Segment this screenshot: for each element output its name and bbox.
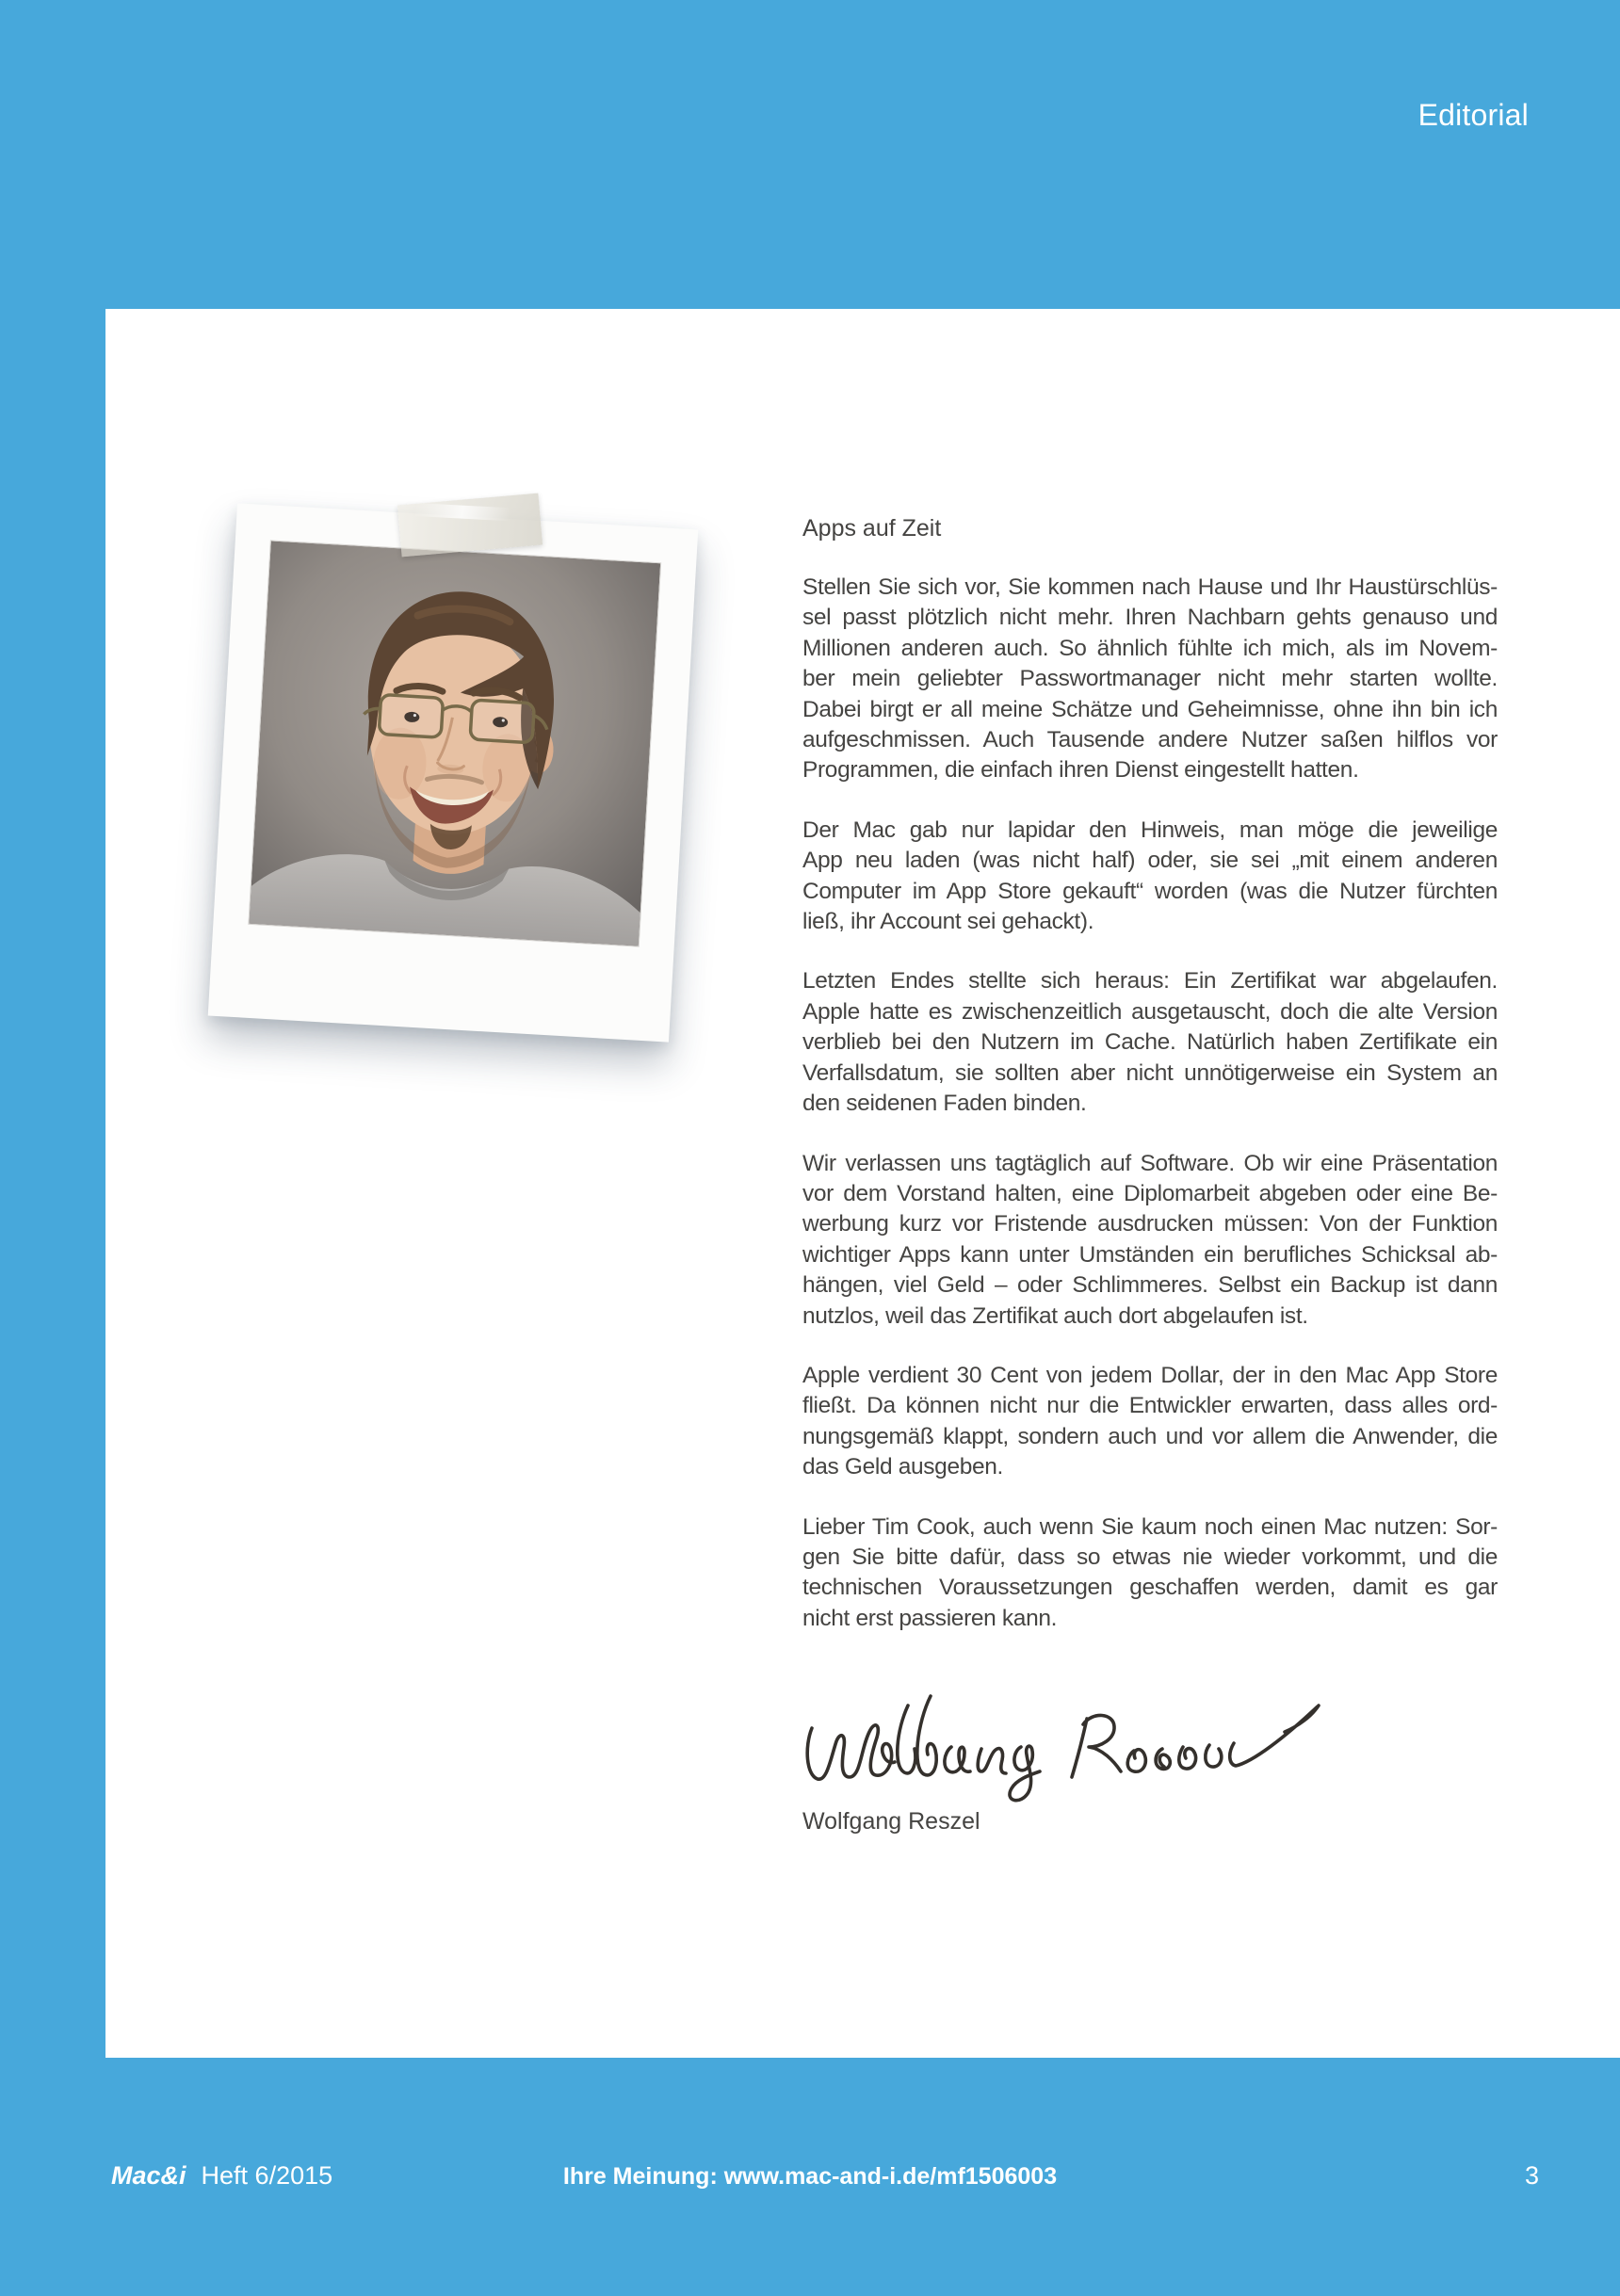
issue-label: Heft 6/2015 — [201, 2161, 333, 2190]
text-line: ber mein geliebter Passwortmanager nicht mehr starten wollte. — [802, 666, 1498, 692]
polaroid-frame — [208, 503, 699, 1042]
article-column — [802, 514, 1498, 1835]
text-line: nutzlos, weil das Zertifikat auch dort abgelaufen ist. — [802, 1302, 1308, 1329]
author-name: Wolfgang Reszel — [802, 1808, 980, 1835]
text-line: gen Sie bitte dafür, dass so etwas nie wieder vorkommt, und die — [802, 1544, 1498, 1570]
article-body — [802, 573, 1498, 1634]
paragraph — [802, 966, 1498, 1119]
text-line: fließt. Da können nicht nur die Entwickler erwarten, dass alles ord- — [802, 1393, 1498, 1419]
section-label: Editorial — [1418, 98, 1529, 132]
page-number: 3 — [1524, 2161, 1539, 2190]
text-line: nungsgemäß klappt, sondern auch und vor allem die Anwender, die — [802, 1423, 1498, 1449]
text-line: nicht erst passieren kann. — [802, 1605, 1058, 1631]
portrait-illustration — [249, 541, 660, 946]
text-line: technischen Voraussetzungen geschaffen werden, damit es gar — [802, 1575, 1498, 1601]
paragraph — [802, 816, 1498, 938]
text-line: Apple hatte es zwischenzeitlich ausgetauscht, doch die alte Version — [802, 998, 1498, 1025]
text-line: Stellen Sie sich vor, Sie kommen nach Hause und Ihr Haustürschlüs- — [802, 574, 1498, 600]
text-line: hängen, viel Geld – oder Schlimmeres. Selbst ein Backup ist dann — [802, 1272, 1498, 1299]
paragraph — [802, 1361, 1498, 1483]
text-line: Programmen, die einfach ihren Dienst eingestellt hatten. — [802, 757, 1359, 784]
article-title: Apps auf Zeit — [802, 515, 942, 542]
text-line: Der Mac gab nur lapidar den Hinweis, man möge die jeweilige — [802, 817, 1498, 843]
magazine-logo: Mac&i — [111, 2161, 186, 2190]
text-line: Letzten Endes stellte sich heraus: Ein Zertifikat war abgelaufen. — [802, 968, 1498, 994]
text-line: Computer im App Store gekauft“ worden (was die Nutzer fürchten — [802, 878, 1498, 904]
paragraph — [802, 573, 1498, 786]
text-line: sel passt plötzlich nicht mehr. Ihren Nachbarn gehts genauso und — [802, 605, 1498, 631]
text-line: Lieber Tim Cook, auch wenn Sie kaum noch einen Mac nutzen: Sor- — [802, 1513, 1498, 1540]
text-line: Apple verdient 30 Cent von jedem Dollar, der in den Mac App Store — [802, 1362, 1498, 1388]
text-line: Verfallsdatum, sie sollten aber nicht unnötigerweise ein System an — [802, 1059, 1498, 1086]
text-line: das Geld ausgeben. — [802, 1454, 1004, 1480]
text-line: Wir verlassen uns tagtäglich auf Software. Ob wir eine Präsentation — [802, 1150, 1498, 1176]
paragraph — [802, 1149, 1498, 1332]
text-line: werbung kurz vor Fristende ausdrucken müssen: Von der Funktion — [802, 1211, 1498, 1237]
portrait-photo — [249, 541, 660, 946]
text-line: Dabei birgt er all meine Schätze und Geheimnisse, ohne ihn bin ich — [802, 696, 1498, 722]
signature-handwriting — [802, 1692, 1498, 1803]
text-line: verblieb bei den Nutzern im Cache. Natürlich haben Zertifikate ein — [802, 1029, 1498, 1056]
text-line: App neu laden (was nicht half) oder, sie sei „mit einem anderen — [802, 848, 1498, 874]
text-line: den seidenen Faden binden. — [802, 1091, 1087, 1117]
paragraph — [802, 1512, 1498, 1635]
text-line: wichtiger Apps kann unter Umständen ein berufliches Schicksal ab- — [802, 1241, 1498, 1268]
text-line: vor dem Vorstand halten, eine Diplomarbeit abgeben oder eine Be- — [802, 1180, 1498, 1206]
text-line: ließ, ihr Account sei gehackt). — [802, 909, 1094, 935]
feedback-url: Ihre Meinung: www.mac-and-i.de/mf1506003 — [562, 2163, 1058, 2190]
text-line: aufgeschmissen. Auch Tausende andere Nutzer saßen hilflos vor — [802, 727, 1498, 753]
text-line: Millionen anderen auch. So ähnlich fühlte ich mich, als im Novem- — [802, 635, 1498, 661]
